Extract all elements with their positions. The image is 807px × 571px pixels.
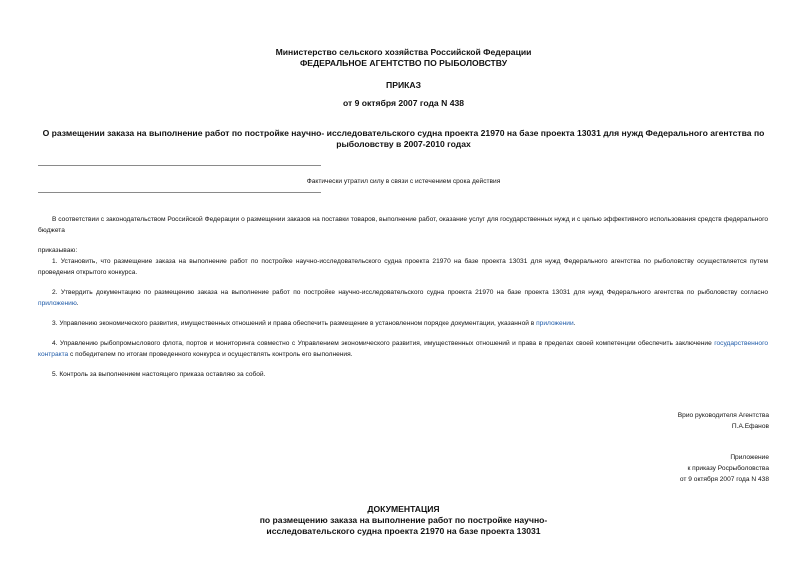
order-item-2-text: 2. Утвердить документацию по размещению заказа на выполнение работ по постройке научно-исследовательского судна проекта 21970 на базе проекта 13031 для нужд Федерального агентства по рыболовству согласно: [52, 289, 768, 296]
documentation-subtitle-1: по размещению заказа на выполнение работ по постройке научно-: [259, 515, 548, 525]
appendix-link-2[interactable]: приложении: [536, 320, 574, 327]
order-item-1: 1. Установить, что размещение заказа на выполнение работ по постройке научно-исследовательского судна проекта 21970 на базе проекта 13031 для нужд Федерального агентства по рыболовству осуществляется путем проведения открытого конкурса.: [38, 258, 768, 276]
appendix-link[interactable]: приложению: [38, 300, 77, 307]
state-contract-link[interactable]: государственного контракта: [38, 340, 768, 358]
document-date-number: от 9 октября 2007 года N 438: [342, 98, 465, 108]
order-item-3: 3. Управлению экономического развития, имущественных отношений и права обеспечить размещение в установленном порядке документации, указанной в приложении.: [52, 320, 576, 327]
ministry-name: Министерство сельского хозяйства Российской Федерации: [275, 47, 532, 57]
document-type: ПРИКАЗ: [386, 80, 421, 90]
order-item-2: 2. Утвердить документацию по размещению заказа на выполнение работ по постройке научно-исследовательского судна проекта 21970 на базе проекта 13031 для нужд Федерального агентства по рыболовству согласно приложению.: [38, 289, 768, 307]
signature-position: Врио руководителя Агентства: [677, 412, 769, 419]
order-item-4: [38, 338, 768, 360]
order-item-4-text-a: 4. Управлению рыбопромыслового флота, портов и мониторинга совместно с Управлением экономического развития, имущественных отношений и права в пределах своей компетенции обеспечить заключение: [52, 340, 712, 347]
document-title: О размещении заказа на выполнение работ по постройке научно- исследовательского судна проекта 21970 на базе проекта 13031 для нужд Федерального агентства по рыболовству в 2007-2010 годах: [42, 128, 765, 149]
appendix-label: Приложение: [730, 454, 769, 461]
order-item-3-text: 3. Управлению экономического развития, имущественных отношений и права обеспечить размещение в установленном порядке документации, указанной в: [52, 320, 535, 327]
appendix-ref: к приказу Росрыболовства: [687, 465, 769, 472]
preamble-paragraph: В соответствии с законодательством Российской Федерации о размещении заказов на поставки товаров, выполнение работ, оказание услуг для государственных нужд и с целью эффективного использования средств федерального бюджета: [38, 216, 768, 234]
documentation-subtitle-2: исследовательского судна проекта 21970 на базе проекта 13031: [266, 526, 541, 536]
signature-name: П.А.Ефанов: [731, 423, 769, 430]
divider-bottom: [38, 192, 321, 193]
agency-name: ФЕДЕРАЛЬНОЕ АГЕНТСТВО ПО РЫБОЛОВСТВУ: [299, 58, 508, 68]
divider-top: [38, 165, 321, 166]
status-note: Фактически утратил силу в связи с истечением срока действия: [306, 178, 501, 185]
appendix-date: от 9 октября 2007 года N 438: [679, 476, 769, 483]
documentation-heading: ДОКУМЕНТАЦИЯ: [367, 504, 440, 514]
order-item-4-text-b: с победителем по итогам проведенного конкурса и осуществлять контроль его выполнения.: [70, 351, 353, 358]
order-word: приказываю:: [38, 247, 78, 254]
order-item-5: 5. Контроль за выполнением настоящего приказа оставляю за собой.: [52, 371, 266, 378]
